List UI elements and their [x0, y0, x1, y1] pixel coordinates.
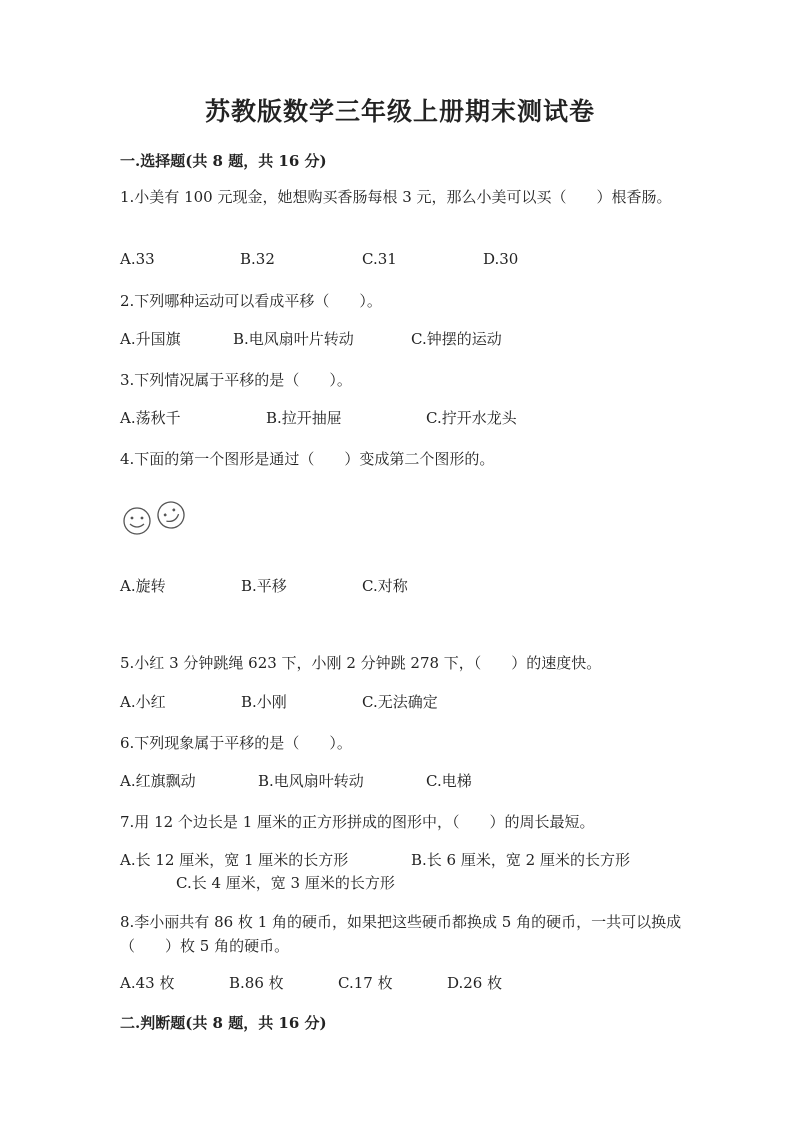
q4-option-b: B.平移	[241, 577, 287, 595]
q8-option-a: A.43 枚	[120, 974, 175, 992]
q7-option-a: A.长 12 厘米，宽 1 厘米的长方形	[120, 851, 349, 869]
smiley-face-rotated-icon	[153, 500, 189, 533]
question-1: 1.小美有 100 元现金，她想购买香肠每根 3 元，那么小美可以买（ ）根香肠。	[120, 188, 672, 206]
smiley-face-upright-icon	[124, 508, 150, 534]
q1-option-a: A.33	[120, 250, 155, 268]
section-heading-choice: 一.选择题(共 8 题，共 16 分)	[120, 152, 327, 170]
q6-option-c: C.电梯	[426, 772, 472, 790]
question-4: 4.下面的第一个图形是通过（ ）变成第二个图形的。	[120, 450, 495, 468]
q3-option-b: B.拉开抽屉	[266, 409, 342, 427]
q8-option-b: B.86 枚	[229, 974, 284, 992]
q2-option-c: C.钟摆的运动	[411, 330, 502, 348]
q1-option-c: C.31	[362, 250, 397, 268]
q3-option-a: A.荡秋千	[120, 409, 181, 427]
q4-option-c: C.对称	[362, 577, 408, 595]
q4-option-a: A.旋转	[120, 577, 166, 595]
question-6: 6.下列现象属于平移的是（ ）。	[120, 734, 352, 752]
section-heading-judgement: 二.判断题(共 8 题，共 16 分)	[120, 1014, 327, 1032]
q7-option-b: B.长 6 厘米，宽 2 厘米的长方形	[411, 851, 630, 869]
question-7: 7.用 12 个边长是 1 厘米的正方形拼成的图形中，（ ）的周长最短。	[120, 813, 595, 831]
q6-option-a: A.红旗飘动	[120, 772, 196, 790]
q8-option-c: C.17 枚	[338, 974, 393, 992]
smiley-faces-figure	[120, 500, 190, 536]
question-8: 8.李小丽共有 86 枚 1 角的硬币，如果把这些硬币都换成 5 角的硬币，一共可以换成（ ）枚 5 角的硬币。	[120, 913, 682, 955]
q5-option-a: A.小红	[120, 693, 166, 711]
q2-option-a: A.升国旗	[120, 330, 181, 348]
question-5: 5.小红 3 分钟跳绳 623 下，小刚 2 分钟跳 278 下，（ ）的速度快。	[120, 654, 602, 672]
q1-option-b: B.32	[240, 250, 275, 268]
q1-option-d: D.30	[483, 250, 519, 268]
q5-option-c: C.无法确定	[362, 693, 438, 711]
page-title: 苏教版数学三年级上册期末测试卷	[204, 97, 595, 126]
question-3: 3.下列情况属于平移的是（ ）。	[120, 371, 352, 389]
q7-option-c: C.长 4 厘米，宽 3 厘米的长方形	[176, 874, 395, 892]
q5-option-b: B.小刚	[241, 693, 287, 711]
q6-option-b: B.电风扇叶转动	[258, 772, 364, 790]
q8-option-d: D.26 枚	[447, 974, 503, 992]
question-2: 2.下列哪种运动可以看成平移（ ）。	[120, 292, 382, 310]
q2-option-b: B.电风扇叶片转动	[233, 330, 354, 348]
q3-option-c: C.拧开水龙头	[426, 409, 517, 427]
